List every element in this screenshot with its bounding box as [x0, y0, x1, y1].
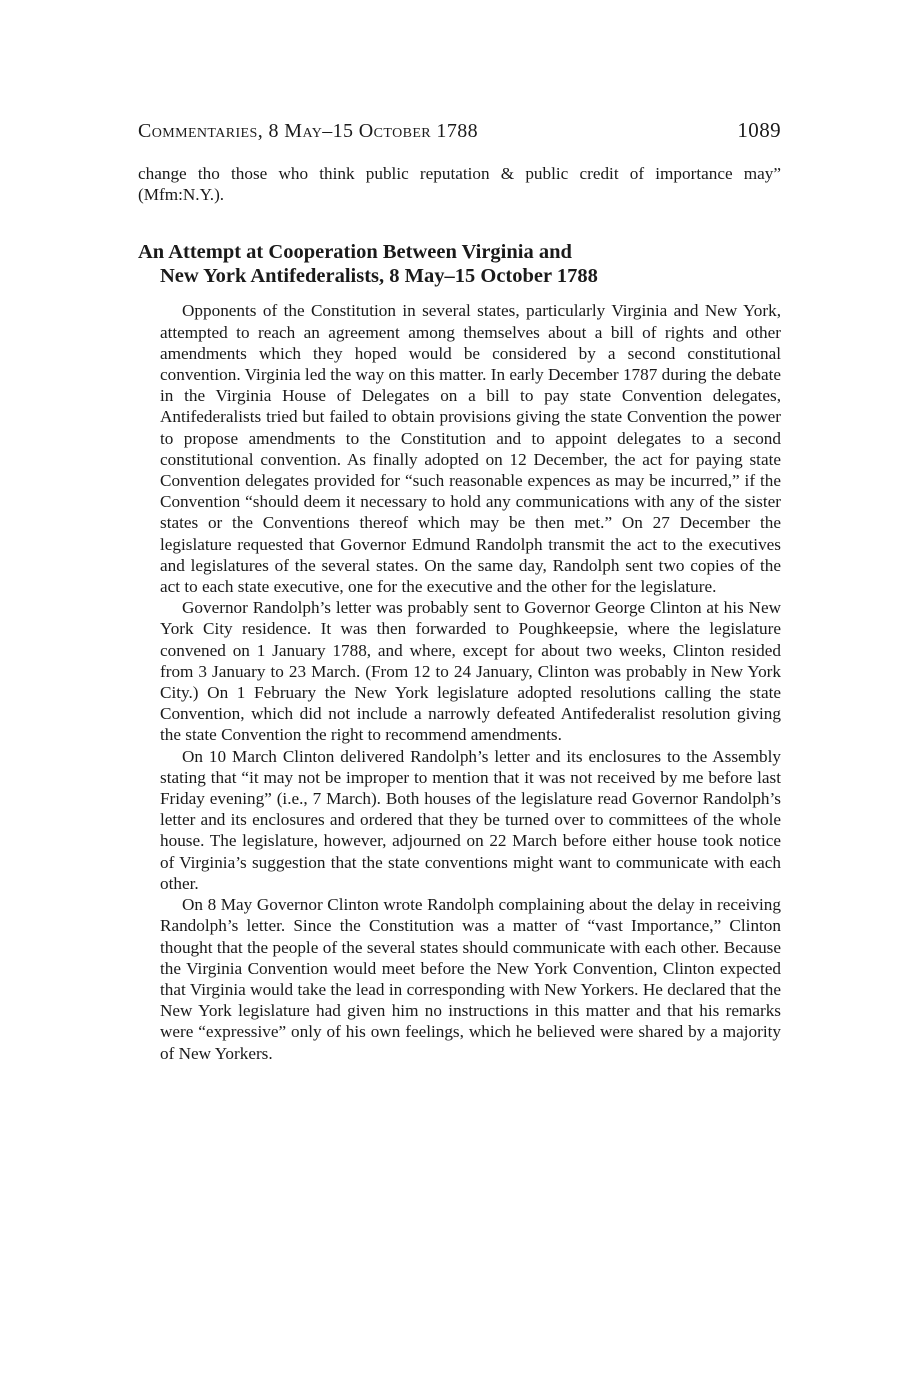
carryover-paragraph: change tho those who think public reputation & public credit of importance may” (Mfm:N.Y.).: [138, 164, 781, 205]
running-head: [138, 118, 781, 143]
running-head-title: Commentaries, 8 May–15 October 1788: [138, 120, 479, 142]
page-number: 1089: [737, 118, 781, 142]
body-paragraph-4: On 8 May Governor Clinton wrote Randolph complaining about the delay in receiving Randolph’s letter. Since the Constitution was a matter of “vast Importance,” Clinton thought that the people of the several states should communicate with each other. Because the Virginia Convention would meet before the New York Convention, Clinton expected that Virginia would take the lead in corresponding with New Yorkers. He declared that the New York legislature had given him no instructions in this matter and that his remarks were “expressive” only of his own feelings, which he believed were shared by a majority of New Yorkers.: [160, 895, 781, 1063]
section-heading: [138, 240, 781, 288]
body-paragraph-1: Opponents of the Constitution in several states, particularly Virginia and New York, attempted to reach an agreement among themselves about a bill of rights and other amendments which they hoped would be considered by a second constitutional convention. Virginia led the way on this matter. In early December 1787 during the debate in the Virginia House of Delegates on a bill to pay state Convention delegates, Antifederalists tried but failed to obtain provisions giving the state Convention the power to propose amendments to the Constitution and to appoint delegates to a second constitutional convention. As finally adopted on 12 December, the act for paying state Convention delegates provided for “such reasonable expences as may be incurred,” if the Convention “should deem it necessary to hold any communications with any of the sister states or the Conventions thereof which may be then met.” On 27 December the legislature requested that Governor Edmund Randolph transmit the act to the executives and legislatures of the several states. On the same day, Randolph sent two copies of the act to each state executive, one for the executive and the other for the legislature.: [160, 301, 781, 597]
text-block: [138, 163, 781, 1064]
body-paragraph-3: On 10 March Clinton delivered Randolph’s letter and its enclosures to the Assembly stating that “it may not be improper to mention that it was not received by me before last Friday evening” (i.e., 7 March). Both houses of the legislature read Governor Randolph’s letter and its enclosures and ordered that they be turned over to committees of the whole house. The legislature, however, adjourned on 22 March before either house took notice of Virginia’s suggestion that the state conventions might want to communicate with each other.: [160, 746, 781, 893]
section-body: [138, 300, 781, 1063]
body-paragraph-2: Governor Randolph’s letter was probably sent to Governor George Clinton at his New York City residence. It was then forwarded to Poughkeepsie, where the legislature convened on 1 January 1788, and where, except for about two weeks, Clinton resided from 3 January to 23 March. (From 12 to 24 January, Clinton was probably in New York City.) On 1 February the New York legislature adopted resolutions calling the state Convention, which did not include a narrowly defeated Antifederalist resolution giving the state Convention the right to recommend amendments.: [160, 598, 781, 745]
document-page: [138, 118, 781, 1064]
section-heading-line-2: New York Antifederalists, 8 May–15 October 1788: [160, 265, 598, 288]
section-heading-line-1: An Attempt at Cooperation Between Virginia and: [138, 241, 572, 264]
